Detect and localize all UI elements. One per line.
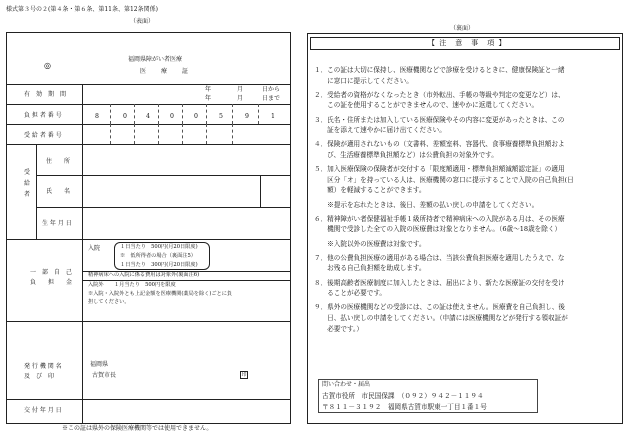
validity-day-from: 日から xyxy=(262,86,281,93)
form-number: 様式第３号の２(第４条・第６条、第11条、第12条関係) xyxy=(6,6,158,13)
note-line: ３．氏名・住所または加入している医療保険やその内容に変更があったときは、この xyxy=(314,115,565,124)
copay-label: 一 部 自 己 負 担 金 xyxy=(30,269,73,286)
contact-title: 問い合わせ・届出 xyxy=(322,381,371,388)
validity-day-until: 日まで xyxy=(262,95,281,102)
notes-title: 【 注 意 事 項 】 xyxy=(428,39,507,47)
issuer-pref: 福岡県 xyxy=(90,361,109,368)
note-line: ２．受給者の資格がなくなったとき（市外転出、手帳の等級や判定の変更など）は、 xyxy=(314,90,565,99)
note-line: この証を使用することができませんので、速やかに返還してください。 xyxy=(314,101,539,110)
note-line: ５．加入医療保険の保険者が交付する「限度額適用・標準負担額減額認定証」の適用 xyxy=(314,165,565,174)
note-line: ることが必要です。 xyxy=(314,289,387,298)
note-line: 機関で受診した全ての入院の医療費は対象となりません。（6歳～18歳を除く） xyxy=(314,225,562,234)
note-line: 証を添えて速やかに届け出てください。 xyxy=(314,126,446,135)
note-line: に窓口に提示してください。 xyxy=(314,76,413,85)
issuer-mayor: 古賀市長 xyxy=(92,372,117,379)
back-label: （裏面） xyxy=(450,25,475,32)
issue-date-label: 交 付 年 月 日 xyxy=(24,407,62,414)
note-line: ９．県外の医療機関などの受診には、この証は使えません。医療費を自己負担し、後 xyxy=(314,303,565,312)
footer-note: ※この証は県外の保険医療機関等では使用できません。 xyxy=(62,425,213,432)
note-line: ７．他の公費負担医療の適用がある場合は、当該公費負担医療を適用したうえで、な xyxy=(314,253,565,262)
validity-label: 有 効 期 間 xyxy=(24,91,67,98)
validity-year: 年 xyxy=(205,86,212,93)
note-line: ４．保険が適用されないもの（文書料、差額室料、容器代、食事療養標準負担額およ xyxy=(314,140,565,149)
validity-month-end: 月 xyxy=(237,95,244,102)
front-label: （表面） xyxy=(130,18,155,25)
validity-month: 月 xyxy=(237,86,244,93)
recipient-number-label: 受 給 者 番 号 xyxy=(24,132,62,139)
copay-line1: １日当たり 500円(月20日限度) xyxy=(120,244,198,250)
note-line: 額）を軽減することができます。 xyxy=(314,186,426,195)
note-line: 必要です。） xyxy=(314,324,363,333)
emblem: ◎ xyxy=(44,61,51,70)
note-line: 区分「オ」を持っている人は、医療機関の窓口に提示することで入院の自己負担(日 xyxy=(314,175,574,184)
recipient-label: 受 給 者 xyxy=(24,169,31,198)
note-line: ※提示を忘れたときは、後日、差額の払い戻しの申請をしてください。 xyxy=(314,200,539,209)
copay-outpatient: 入院外 １月当たり 500円を限度 xyxy=(88,282,176,288)
note-line: ６．精神障がい者保健福祉手帳１級所持者で精神病床への入院がある月は、その医療 xyxy=(314,214,565,223)
dob-label: 生 年 月 日 xyxy=(42,220,72,227)
note-line: ※入院以外の医療費は対象です。 xyxy=(314,239,426,248)
validity-year-end: 年 xyxy=(205,95,212,102)
name-label: 氏 名 xyxy=(46,188,71,195)
card-title-line1: 福岡県障がい者医療 xyxy=(128,56,183,63)
address-label: 住 所 xyxy=(46,158,71,165)
copay-inpatient: 入院 xyxy=(88,245,101,252)
copay-line3: １日当たり 300円(月20日限度) xyxy=(120,262,198,268)
note-line: び、生活療養標準負担額など）は公費負担の対象外です。 xyxy=(314,151,498,159)
seal-icon: 印 xyxy=(241,372,247,378)
note-line: お残る自己負担額を助成します。 xyxy=(314,264,426,273)
note-line: 日、払い戻しの申請をしてください。（申請には医療機関などが発行する領収証が xyxy=(314,314,568,322)
note-line: １．この証は大切に保持し、医療機関などで診療を受けるときに、健康保険証と一緒 xyxy=(314,66,565,74)
payer-number-label: 負 担 者 番 号 xyxy=(24,112,62,119)
copay-line2: ※ 低所得者の場合（裏面注5） xyxy=(120,253,196,259)
issuer-label: 発 行 機 関 名 及 び 印 xyxy=(24,363,62,380)
card-title-line2: 医 療 証 xyxy=(140,68,190,75)
contact-address: 〒８１１－３１９２ 福岡県古賀市駅東一丁目１番１号 xyxy=(322,403,487,411)
copay-note1: ※入院・入院外とも上記金額を医療機関(薬局を除く)ごとに負 xyxy=(88,291,233,297)
copay-psych: 精神病床への入院に係る費用は対象外(裏面注6) xyxy=(88,272,200,278)
contact-office: 古賀市役所 市民国保課 （０９２）９４２－１１９４ xyxy=(322,392,484,400)
note-line: ８．後期高齢者医療制度に加入したときは、届出により、新たな医療証の交付を受け xyxy=(314,278,565,287)
copay-note2: 担してください。 xyxy=(88,299,130,305)
